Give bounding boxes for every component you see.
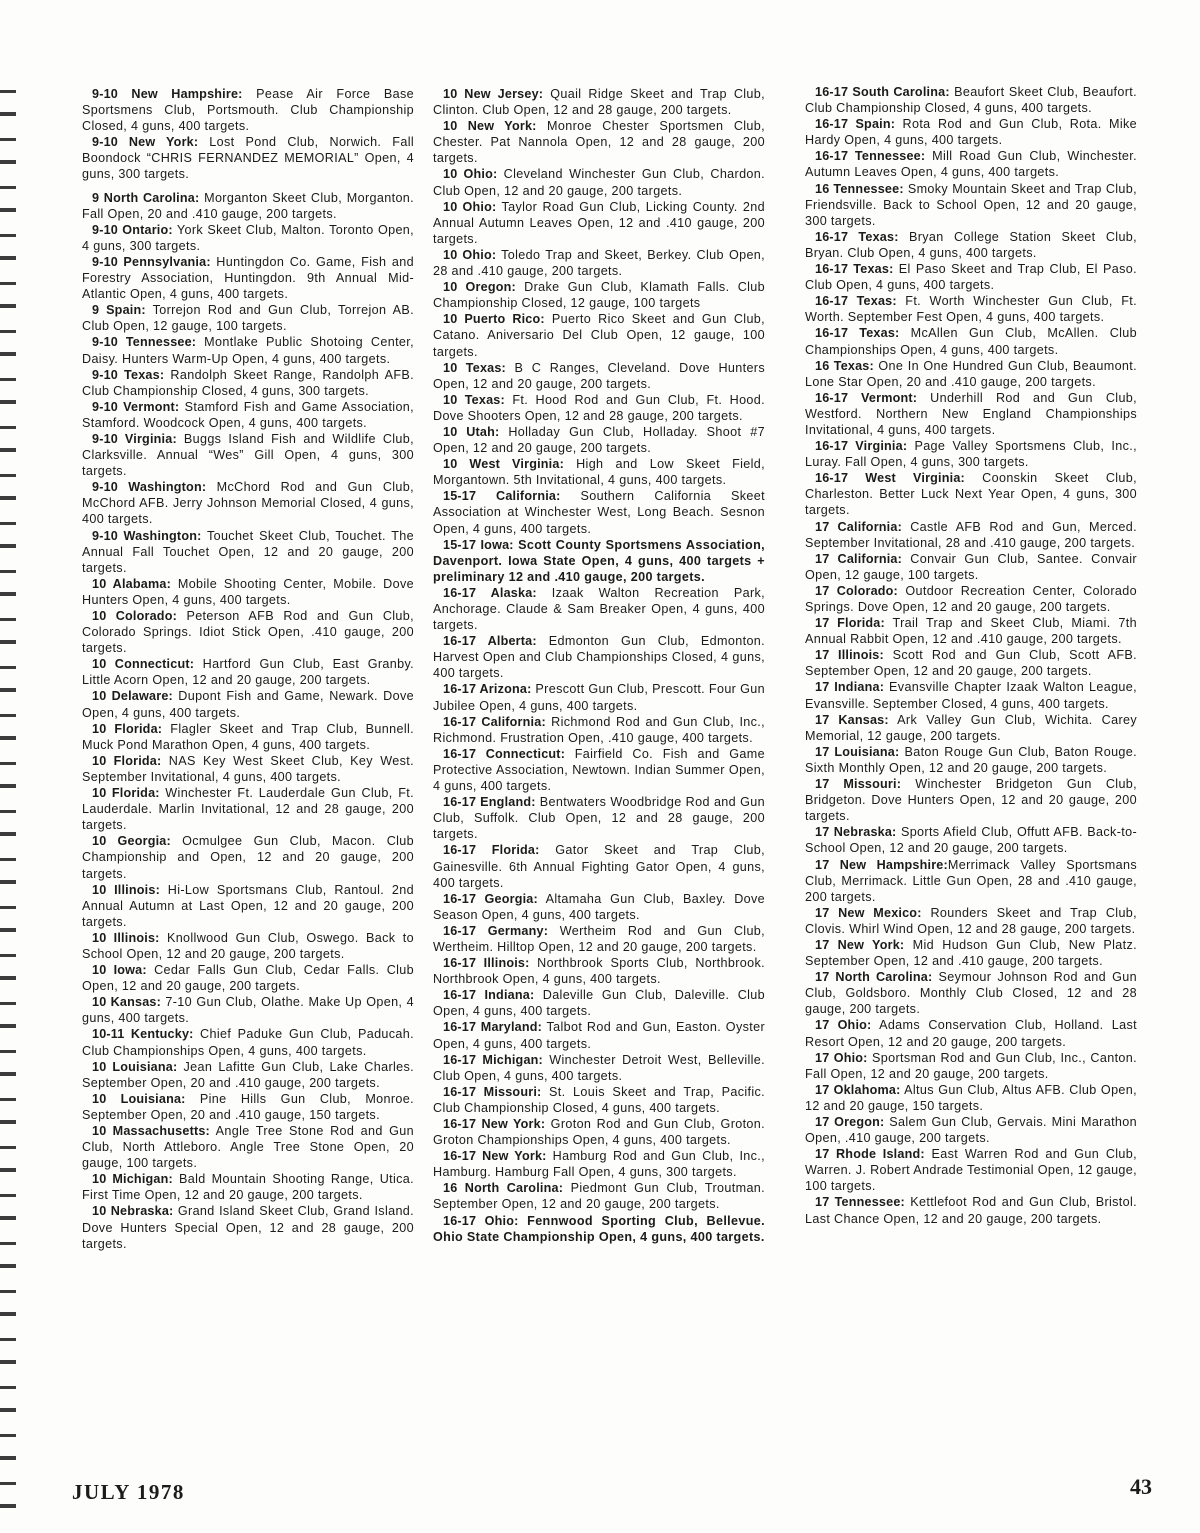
event-date-location: 10 Connecticut:: [92, 657, 195, 672]
event-details: Trail Trap and Skeet Club, Miami. 7th Annual Rabbit Open, 12 and .410 gauge, 200 targets.: [805, 616, 1137, 647]
event-listing: [82, 431, 414, 479]
event-details: Flagler Skeet and Trap Club, Bunnell. Muck Pond Marathon Open, 4 guns, 400 targets.: [82, 721, 414, 752]
event-listing: [433, 118, 765, 166]
event-date-location: 17 Kansas:: [815, 712, 889, 727]
event-date-location: 16-17 Illinois:: [443, 956, 530, 971]
event-listing: [433, 166, 765, 198]
event-date-location: 17 Florida:: [815, 616, 885, 631]
event-date-location: 10 Massachusetts:: [92, 1124, 210, 1138]
event-details: Ft. Hood Rod and Gun Club, Ft. Hood. Dove Shooters Open, 12 and 28 gauge, 200 targets.: [433, 392, 765, 423]
event-date-location: 10 Delaware:: [92, 689, 173, 704]
event-listing: [82, 833, 414, 881]
event-listing: [82, 1091, 414, 1123]
page-number: 43: [1130, 1474, 1152, 1499]
event-details: Beaufort Skeet Club, Beaufort. Club Championship Closed, 4 guns, 400 targets.: [805, 85, 1137, 116]
event-date-location: 10 Ohio:: [443, 247, 497, 262]
event-listing: [805, 937, 1137, 969]
event-date-location: 17 Illinois:: [815, 648, 884, 663]
event-date-location: 10 Puerto Rico:: [443, 312, 545, 327]
event-listing: [82, 1123, 414, 1171]
event-listing: [82, 190, 414, 222]
event-details: Jean Lafitte Gun Club, Lake Charles. September Open, 20 and .410 gauge, 200 targets.: [82, 1059, 414, 1090]
event-date-location: 16-17 New York:: [443, 1117, 546, 1131]
event-date-location: 10 Illinois:: [92, 930, 160, 945]
event-listing: [82, 302, 414, 334]
event-listing: [433, 681, 765, 713]
event-date-location: 9-10 New York:: [92, 135, 199, 150]
event-date-location: 16-17 Alaska:: [443, 585, 537, 600]
event-date-location: 17 Missouri:: [815, 777, 902, 792]
event-date-location: 16-17 Georgia:: [443, 891, 538, 906]
event-date-location: 16-17 Connecticut:: [443, 746, 566, 761]
event-details: Wertheim Rod and Gun Club, Wertheim. Hilltop Open, 12 and 20 gauge, 200 targets.: [433, 923, 765, 954]
event-date-location: 10 New Jersey:: [443, 87, 544, 101]
event-date-location: 10 Alabama:: [92, 576, 171, 591]
event-listing: [805, 583, 1137, 615]
event-listing: [433, 311, 765, 359]
event-details: Knollwood Gun Club, Oswego. Back to School Open, 12 and 20 gauge, 200 targets.: [82, 930, 414, 961]
event-date-location: 9-10 Ontario:: [92, 222, 173, 237]
event-listing: [433, 746, 765, 794]
event-details: 7-10 Gun Club, Olathe. Make Up Open, 4 guns, 400 targets.: [82, 995, 414, 1026]
event-details: Holladay Gun Club, Holladay. Shoot #7 Open, 12 and 20 gauge, 200 targets.: [433, 424, 765, 456]
event-details: Cleveland Winchester Gun Club, Chardon. Club Open, 12 and 20 gauge, 200 targets.: [433, 167, 765, 198]
event-date-location: 10 Texas:: [443, 392, 505, 407]
event-details: Hamburg Rod and Gun Club, Inc., Hamburg. Hamburg Fall Open, 4 guns, 300 targets.: [433, 1149, 765, 1180]
event-listing: [433, 488, 765, 536]
event-details: Quail Ridge Skeet and Trap Club, Clinton. Club Open, 12 and 28 gauge, 200 targets.: [433, 87, 765, 118]
event-listing: [433, 1019, 765, 1051]
event-listing: [82, 399, 414, 431]
event-listing: [433, 1213, 765, 1245]
event-details: Bald Mountain Shooting Range, Utica. First Time Open, 12 and 20 gauge, 200 targets.: [82, 1172, 414, 1203]
event-details: Castle AFB Rod and Gun, Merced. September Invitational, 28 and .410 gauge, 200 targets.: [805, 519, 1137, 550]
event-listing: [433, 714, 765, 746]
event-date-location: 17 California:: [815, 551, 903, 566]
event-date-location: 17 North Carolina:: [815, 970, 933, 985]
event-details: Pine Hills Gun Club, Monroe. September Open, 20 and .410 gauge, 150 targets.: [82, 1091, 414, 1122]
event-details: Altus Gun Club, Altus AFB. Club Open, 12 and 20 gauge, 150 targets.: [805, 1082, 1137, 1113]
event-listing: [82, 528, 414, 576]
event-listing: [82, 882, 414, 930]
event-listing: [805, 1194, 1137, 1226]
event-listing: [433, 633, 765, 681]
event-listing: [82, 930, 414, 962]
event-date-location: 10 Iowa:: [92, 963, 147, 978]
event-date-location: 17 Colorado:: [815, 583, 898, 598]
event-details: Rota Rod and Gun Club, Rota. Mike Hardy Open, 4 guns, 400 targets.: [805, 117, 1137, 148]
event-listing: [82, 1026, 414, 1058]
event-date-location: 16-17 Texas:: [815, 262, 894, 277]
event-details: Monroe Chester Sportsmen Club, Chester. Pat Nannola Open, 12 and 28 gauge, 200 targets.: [433, 119, 765, 166]
event-listing: [433, 1116, 765, 1148]
event-details: NAS Key West Skeet Club, Key West. September Invitational, 4 guns, 400 targets.: [82, 753, 414, 784]
event-details: Ocmulgee Gun Club, Macon. Club Championship and Open, 12 and 20 gauge, 200 targets.: [82, 834, 414, 881]
event-listing: [82, 222, 414, 254]
binding-edge-marks: [0, 90, 16, 1510]
event-details: Salem Gun Club, Gervais. Mini Marathon Open, .410 gauge, 200 targets.: [805, 1115, 1137, 1146]
event-listing: [805, 519, 1137, 551]
event-listing: [805, 679, 1137, 711]
event-listing: [805, 551, 1137, 583]
event-details: Sportsman Rod and Gun Club, Inc., Canton. Fall Open, 12 and 20 gauge, 200 targets.: [805, 1050, 1137, 1081]
event-listing: [433, 585, 765, 633]
event-date-location: 10 Florida:: [92, 753, 162, 768]
event-listing: [82, 479, 414, 527]
event-details: Gator Skeet and Trap Club, Gainesville. 6th Annual Fighting Gator Open, 4 guns, 400 targets.: [433, 843, 765, 890]
event-details: High and Low Skeet Field, Morgantown. 5th Invitational, 4 guns, 400 targets.: [433, 457, 765, 488]
event-date-location: 9 Spain:: [92, 303, 146, 318]
event-date-location: 17 New York:: [815, 937, 905, 952]
event-listing: [805, 615, 1137, 647]
event-date-location: 10 West Virginia:: [443, 457, 564, 472]
event-listing: [433, 794, 765, 842]
event-details: Baton Rouge Gun Club, Baton Rouge. Sixth Monthly Open, 12 and 20 gauge, 200 targets.: [805, 744, 1137, 775]
event-details: Bentwaters Woodbridge Rod and Gun Club, Suffolk. Club Open, 12 and 28 gauge, 200 targets.: [433, 795, 765, 842]
event-listing: [805, 261, 1137, 293]
event-listing: [805, 905, 1137, 937]
event-details: McChord Rod and Gun Club, McChord AFB. Jerry Johnson Memorial Closed, 4 guns, 400 targets.: [82, 480, 414, 527]
column-3: [805, 84, 1137, 1227]
event-listing: [433, 955, 765, 987]
event-listing: [82, 1059, 414, 1091]
event-date-location: 17 Ohio:: [815, 1018, 872, 1033]
event-details: Page Valley Sportsmens Club, Inc., Luray. Fall Open, 4 guns, 300 targets.: [805, 439, 1137, 470]
event-date-location: 9-10 Tennessee:: [92, 335, 197, 350]
event-date-location: 16-17 Germany:: [443, 923, 549, 938]
event-details: Outdoor Recreation Center, Colorado Springs. Dove Open, 12 and 20 gauge, 200 targets.: [805, 583, 1137, 614]
event-date-location: 15-17 California:: [443, 489, 561, 504]
event-details: Evansville Chapter Izaak Walton League, Evansville. September Closed, 4 guns, 400 targets.: [805, 680, 1137, 711]
event-listing: [433, 199, 765, 247]
event-details: Scott Rod and Gun Club, Scott AFB. September Open, 12 and 20 gauge, 200 targets.: [805, 648, 1137, 679]
event-details: Lost Pond Club, Norwich. Fall Boondock “CHRIS FERNANDEZ MEMORIAL” Open, 4 guns, 300 targets.: [82, 135, 414, 182]
event-details: Scott County Sportsmens Association, Davenport. Iowa State Open, 4 guns, 400 targets + preliminary 12 and .410 gauge, 200 targets.: [433, 537, 765, 584]
event-details: Pease Air Force Base Sportsmens Club, Portsmouth. Club Championship Closed, 4 guns, 400 targets.: [82, 87, 414, 134]
event-date-location: 16-17 Arizona:: [443, 682, 532, 697]
event-date-location: 16-17 Ohio:: [443, 1213, 519, 1228]
event-listing: [805, 84, 1137, 116]
event-date-location: 16-17 South Carolina:: [815, 85, 950, 99]
event-date-location: 9 North Carolina:: [92, 190, 200, 205]
event-listing: [82, 962, 414, 994]
event-listing: [805, 712, 1137, 744]
event-listing: [433, 891, 765, 923]
event-details: Seymour Johnson Rod and Gun Club, Goldsboro. Monthly Club Closed, 12 and 28 gauge, 200 targets.: [805, 970, 1137, 1017]
event-listing: [433, 1084, 765, 1116]
event-date-location: 10 Florida:: [92, 721, 163, 736]
event-details: Chief Paduke Gun Club, Paducah. Club Championships Open, 4 guns, 400 targets.: [82, 1027, 414, 1058]
event-date-location: 9-10 Washington:: [92, 480, 207, 495]
event-date-location: 17 New Mexico:: [815, 905, 922, 920]
event-listing: [82, 134, 414, 182]
event-listing: [805, 470, 1137, 518]
event-date-location: 10 Kansas:: [92, 995, 162, 1010]
event-listing: [433, 86, 765, 118]
event-date-location: 17 Louisiana:: [815, 744, 900, 759]
event-details: St. Louis Skeet and Trap, Pacific. Club Championship Closed, 4 guns, 400 targets.: [433, 1084, 766, 1115]
event-details: Fennwood Sporting Club, Bellevue. Ohio State Championship Open, 4 guns, 400 targets.: [433, 1213, 765, 1244]
event-date-location: 10 Michigan:: [92, 1172, 173, 1187]
event-details: Izaak Walton Recreation Park, Anchorage. Claude & Sam Breaker Open, 4 guns, 400 targets.: [433, 585, 765, 633]
event-details: Daleville Gun Club, Daleville. Club Open, 4 guns, 400 targets.: [433, 988, 765, 1019]
event-date-location: 10 Florida:: [92, 786, 160, 801]
event-details: Hi-Low Sportsmans Club, Rantoul. 2nd Annual Autumn at Last Open, 12 and 20 gauge, 200 targets.: [82, 882, 414, 929]
event-listing: [82, 785, 414, 833]
event-date-location: 16-17 Texas:: [815, 326, 900, 341]
event-listing: [82, 1171, 414, 1203]
event-listing: [433, 842, 765, 890]
event-details: Adams Conservation Club, Holland. Last Resort Open, 12 and 20 gauge, 200 targets.: [805, 1018, 1138, 1049]
event-listing: [433, 279, 765, 311]
event-listing: [82, 688, 414, 720]
event-date-location: 9-10 Virginia:: [92, 431, 177, 446]
event-details: B C Ranges, Cleveland. Dove Hunters Open, 12 and 20 gauge, 200 targets.: [433, 360, 765, 391]
event-details: Kettlefoot Rod and Gun Club, Bristol. Last Chance Open, 12 and 20 gauge, 200 targets.: [805, 1195, 1138, 1226]
event-listing: [433, 987, 765, 1019]
event-date-location: 16 North Carolina:: [443, 1181, 564, 1196]
event-date-location: 17 California:: [815, 519, 902, 534]
event-details: Grand Island Skeet Club, Grand Island. Dove Hunters Special Open, 12 and 28 gauge, 200 targets.: [82, 1204, 414, 1251]
event-date-location: 16-17 New York:: [443, 1149, 547, 1164]
event-listing: [433, 1148, 765, 1180]
event-listing: [82, 994, 414, 1026]
event-date-location: 17 Ohio:: [815, 1050, 868, 1065]
event-date-location: 9-10 Pennsylvania:: [92, 254, 211, 269]
event-details: Merrimack Valley Sportsmans Club, Merrimack. Little Gun Open, 28 and .410 gauge, 200 targets.: [805, 857, 1137, 904]
event-date-location: 16-17 Missouri:: [443, 1084, 542, 1099]
event-details: Peterson AFB Rod and Gun Club, Colorado Springs. Idiot Stick Open, .410 gauge, 200 targets.: [82, 609, 414, 656]
event-details: Winchester Bridgeton Gun Club, Bridgeton. Dove Hunters Open, 12 and 20 gauge, 200 targets.: [805, 777, 1137, 824]
event-date-location: 16-17 Tennessee:: [815, 149, 926, 164]
event-date-location: 17 Nebraska:: [815, 825, 897, 840]
event-details: Cedar Falls Gun Club, Cedar Falls. Club Open, 12 and 20 gauge, 200 targets.: [82, 963, 414, 994]
event-listing: [805, 776, 1137, 824]
event-date-location: 16-17 Maryland:: [443, 1020, 543, 1035]
event-details: East Warren Rod and Gun Club, Warren. J. Robert Andrade Testimonial Open, 12 gauge, 100 targets.: [805, 1147, 1137, 1194]
event-details: Talbot Rod and Gun, Easton. Oyster Open, 4 guns, 400 targets.: [433, 1020, 765, 1051]
event-listing: [433, 923, 765, 955]
event-details: Buggs Island Fish and Wildlife Club, Clarksville. Annual “Wes” Gill Open, 4 guns, 300 targets.: [82, 431, 414, 479]
event-details: Dupont Fish and Game, Newark. Dove Open, 4 guns, 400 targets.: [82, 689, 414, 720]
event-listing: [805, 1146, 1137, 1194]
event-listing: [805, 744, 1137, 776]
event-listing: [82, 334, 414, 366]
event-details: Ark Valley Gun Club, Wichita. Carey Memorial, 12 gauge, 200 targets.: [805, 712, 1137, 743]
event-listing: [433, 456, 765, 488]
event-details: Smoky Mountain Skeet and Trap Club, Friendsville. Back to School Open, 12 and 20 gauge, 300 targets.: [805, 181, 1137, 228]
event-listing: [82, 656, 414, 688]
event-details: Montlake Public Shotoing Center, Daisy. Hunters Warm-Up Open, 4 guns, 400 targets.: [82, 335, 414, 366]
event-date-location: 10 Illinois:: [92, 882, 160, 897]
event-date-location: 16 Tennessee:: [815, 181, 904, 196]
event-date-location: 16-17 Texas:: [815, 229, 899, 244]
event-listing: [805, 1017, 1137, 1049]
event-details: Mobile Shooting Center, Mobile. Dove Hunters Open, 4 guns, 400 targets.: [82, 576, 414, 607]
event-listing: [805, 1082, 1137, 1114]
event-date-location: 17 Oklahoma:: [815, 1082, 901, 1097]
event-listing: [805, 647, 1137, 679]
event-listing: [805, 293, 1137, 325]
event-date-location: 16-17 Michigan:: [443, 1052, 543, 1067]
event-details: Coonskin Skeet Club, Charleston. Better Luck Next Year Open, 4 guns, 300 targets.: [805, 471, 1137, 518]
event-details: Touchet Skeet Club, Touchet. The Annual Fall Touchet Open, 12 and 20 gauge, 200 targets.: [82, 528, 414, 575]
event-date-location: 9-10 Washington:: [92, 528, 202, 543]
event-listing: [805, 148, 1137, 180]
event-date-location: 9-10 New Hampshire:: [92, 87, 243, 101]
event-date-location: 16-17 California:: [443, 714, 546, 729]
event-listing: [805, 181, 1137, 229]
event-listing: [82, 753, 414, 785]
event-date-location: 17 Tennessee:: [815, 1195, 905, 1210]
event-details: Drake Gun Club, Klamath Falls. Club Championship Closed, 12 gauge, 100 targets: [433, 280, 765, 311]
event-date-location: 17 New Hampshire:: [815, 857, 948, 872]
event-details: Northbrook Sports Club, Northbrook. Northbrook Open, 4 guns, 400 targets.: [433, 956, 765, 987]
event-listing: [433, 424, 765, 456]
event-details: Sports Afield Club, Offutt AFB. Back-to-School Open, 12 and 20 gauge, 200 targets.: [805, 825, 1137, 856]
event-date-location: 16-17 West Virginia:: [815, 471, 965, 486]
event-date-location: 10 Louisiana:: [92, 1091, 186, 1106]
event-details: Morganton Skeet Club, Morganton. Fall Open, 20 and .410 gauge, 200 targets.: [82, 190, 414, 221]
event-date-location: 10 Louisiana:: [92, 1059, 178, 1074]
event-details: Winchester Ft. Lauderdale Gun Club, Ft. Lauderdale. Marlin Invitational, 12 and 28 gauge, 200 targets.: [82, 786, 414, 833]
event-details: Stamford Fish and Game Association, Stamford. Woodcock Open, 4 guns, 400 targets.: [82, 399, 414, 430]
event-listing: [433, 360, 765, 392]
event-listing: [433, 392, 765, 424]
event-date-location: 10 Oregon:: [443, 280, 516, 295]
event-listing: [805, 1050, 1137, 1082]
event-date-location: 16-17 Florida:: [443, 843, 540, 858]
event-date-location: 16 Texas:: [815, 358, 874, 373]
event-details: McAllen Gun Club, McAllen. Club Championships Open, 4 guns, 400 targets.: [805, 326, 1137, 357]
event-date-location: 16-17 Indiana:: [443, 988, 535, 1003]
event-listing: [805, 824, 1137, 856]
event-date-location: 17 Rhode Island:: [815, 1147, 925, 1162]
event-details: Edmonton Gun Club, Edmonton. Harvest Open and Club Championships Closed, 4 guns, 400 targets.: [433, 634, 765, 681]
event-details: Hartford Gun Club, East Granby. Little Acorn Open, 12 and 20 gauge, 200 targets.: [82, 657, 415, 688]
event-date-location: 10 Utah:: [443, 424, 500, 439]
event-date-location: 10 New York:: [443, 119, 537, 134]
event-details: Rounders Skeet and Trap Club, Clovis. Whirl Wind Open, 12 and 28 gauge, 200 targets.: [805, 905, 1137, 936]
event-details: Mill Road Gun Club, Winchester. Autumn Leaves Open, 4 guns, 400 targets.: [805, 149, 1137, 180]
event-date-location: 10 Colorado:: [92, 609, 177, 623]
event-listing: [433, 537, 765, 585]
event-date-location: 10 Ohio:: [443, 167, 498, 182]
event-details: Underhill Rod and Gun Club, Westford. Northern New England Championships Invitational, 4 guns, 400 targets.: [805, 390, 1138, 437]
event-details: Mid Hudson Gun Club, New Platz. September Open, 12 and .410 gauge, 200 targets.: [805, 937, 1137, 969]
event-date-location: 9-10 Vermont:: [92, 399, 180, 414]
event-details: Torrejon Rod and Gun Club, Torrejon AB. Club Open, 12 gauge, 100 targets.: [82, 303, 414, 334]
event-listing: [805, 116, 1137, 148]
event-date-location: 15-17 Iowa:: [443, 537, 514, 552]
event-date-location: 9-10 Texas:: [92, 367, 165, 382]
event-date-location: 10 Ohio:: [443, 199, 497, 214]
event-date-location: 10-11 Kentucky:: [92, 1027, 194, 1042]
column-1: [82, 86, 414, 1252]
event-listing: [82, 576, 414, 608]
event-listing: [433, 247, 765, 279]
event-details: York Skeet Club, Malton. Toronto Open, 4 guns, 300 targets.: [82, 222, 415, 253]
event-listing: [82, 254, 414, 302]
event-listing: [805, 857, 1137, 905]
event-date-location: 17 Oregon:: [815, 1115, 885, 1129]
event-details: Convair Gun Club, Santee. Convair Open, 12 gauge, 100 targets.: [805, 551, 1137, 582]
event-listing: [805, 969, 1137, 1017]
event-listing: [82, 367, 414, 399]
event-details: Groton Rod and Gun Club, Groton. Groton Championships Open, 4 guns, 400 targets.: [433, 1117, 765, 1148]
event-listing: [433, 1052, 765, 1084]
event-listing: [82, 1203, 414, 1251]
event-details: Taylor Road Gun Club, Licking County. 2nd Annual Autumn Leaves Open, 12 and .410 gauge, 200 targets.: [433, 199, 765, 246]
event-date-location: 10 Texas:: [443, 360, 506, 375]
event-details: Richmond Rod and Gun Club, Inc., Richmond. Frustration Open, .410 gauge, 400 targets.: [433, 714, 766, 745]
event-details: Bryan College Station Skeet Club, Bryan. Club Open, 4 guns, 400 targets.: [805, 229, 1138, 260]
event-listing: [82, 86, 414, 134]
event-date-location: 16-17 Spain:: [815, 117, 896, 132]
event-details: Puerto Rico Skeet and Gun Club, Catano. Aniversario Del Club Open, 12 gauge, 100 targets.: [433, 312, 766, 359]
event-date-location: 16-17 England:: [443, 795, 536, 810]
event-date-location: 16-17 Virginia:: [815, 439, 908, 454]
event-details: Randolph Skeet Range, Randolph AFB. Club Championship Closed, 4 guns, 300 targets.: [82, 367, 415, 398]
event-details: Toledo Trap and Skeet, Berkey. Club Open, 28 and .410 gauge, 200 targets.: [433, 247, 765, 279]
event-listing: [82, 721, 414, 753]
event-details: El Paso Skeet and Trap Club, El Paso. Club Open, 4 guns, 400 targets.: [805, 262, 1137, 293]
event-details: Southern California Skeet Association at Winchester West, Long Beach. Sesnon Open, 4 guns, 400 targets.: [433, 489, 765, 536]
event-details: Fairfield Co. Fish and Game Protective Association, Newtown. Indian Summer Open, 4 guns, 400 targets.: [433, 746, 765, 794]
event-date-location: 16-17 Alberta:: [443, 634, 537, 649]
issue-date: JULY 1978: [72, 1480, 185, 1504]
event-date-location: 10 Georgia:: [92, 834, 171, 849]
event-listing: [805, 358, 1137, 390]
event-details: Ft. Worth Winchester Gun Club, Ft. Worth. September Fest Open, 4 guns, 400 targets.: [805, 294, 1137, 325]
event-listing: [805, 325, 1137, 357]
event-listing: [433, 1180, 765, 1212]
event-date-location: 10 Nebraska:: [92, 1204, 174, 1219]
event-listing: [82, 608, 414, 656]
event-listing: [805, 390, 1137, 438]
event-details: Prescott Gun Club, Prescott. Four Gun Jubilee Open, 4 guns, 400 targets.: [433, 682, 765, 713]
event-date-location: 16-17 Vermont:: [815, 390, 918, 405]
event-details: Altamaha Gun Club, Baxley. Dove Season Open, 4 guns, 400 targets.: [433, 891, 766, 922]
event-listing: [805, 438, 1137, 470]
event-listing: [805, 229, 1137, 261]
event-details: Angle Tree Stone Rod and Gun Club, North Attleboro. Angle Tree Stone Open, 20 gauge, 100 targets.: [82, 1124, 414, 1171]
column-2: [433, 86, 765, 1245]
event-details: Huntingdon Co. Game, Fish and Forestry Association, Huntingdon. 9th Annual Mid-Atlantic Open, 4 guns, 400 targets.: [82, 254, 414, 302]
event-date-location: 16-17 Texas:: [815, 294, 897, 309]
event-details: Winchester Detroit West, Belleville. Club Open, 4 guns, 400 targets.: [433, 1052, 765, 1083]
event-listing: [805, 1114, 1137, 1146]
event-date-location: 17 Indiana:: [815, 680, 885, 695]
event-details: Piedmont Gun Club, Troutman. September Open, 12 and 20 gauge, 200 targets.: [433, 1181, 765, 1212]
event-details: One In One Hundred Gun Club, Beaumont. Lone Star Open, 20 and .410 gauge, 200 targets.: [805, 358, 1137, 389]
